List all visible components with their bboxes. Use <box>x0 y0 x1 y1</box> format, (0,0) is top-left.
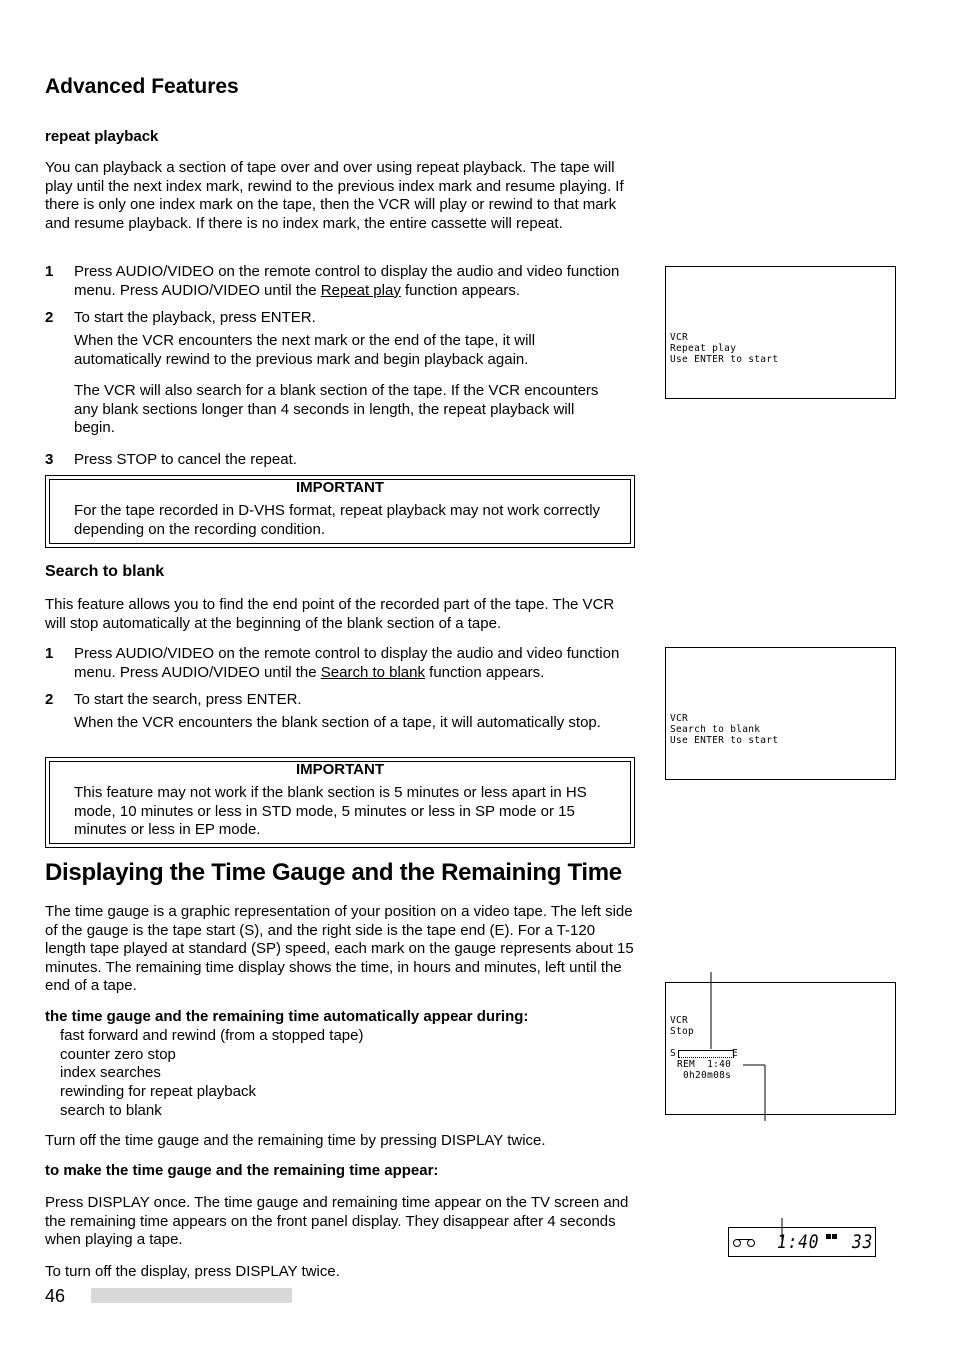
gauge-turn-off: Turn off the time gauge and the remaining time by pressing DISPLAY twice. <box>45 1132 546 1149</box>
search-blank-screen <box>665 647 896 780</box>
blank-screen-line1: VCR <box>670 713 689 724</box>
panel-callout-line <box>775 1218 789 1240</box>
auto-list-item: rewinding for repeat playback <box>60 1083 256 1100</box>
auto-list-item: search to blank <box>60 1102 162 1119</box>
front-panel-display <box>728 1227 876 1257</box>
repeat-step1-text-b: function appears. <box>400 281 521 299</box>
page-number: 46 <box>45 1286 66 1306</box>
gauge-turn-off-2: To turn off the display, press DISPLAY twice. <box>45 1263 340 1280</box>
panel-time: 1:40 <box>777 1231 820 1253</box>
gauge-screen-line1: VCR <box>670 1015 689 1026</box>
auto-list-item: counter zero stop <box>60 1045 176 1063</box>
blank-important-box <box>45 757 635 848</box>
repeat-important-text: For the tape recorded in D-VHS format, repeat playback may not work correctly depending on the recording condition. <box>74 502 601 538</box>
repeat-step2-para1: When the VCR encounters the next mark or the end of the tape, it will automatically rewind to the previous mark and begin playback again. <box>74 332 536 368</box>
footer-bar <box>91 1288 292 1303</box>
blank-heading: Search to blank <box>45 563 165 580</box>
panel-channel: 33 <box>852 1231 874 1253</box>
gauge-title: Displaying the Time Gauge and the Remaining Time <box>45 859 622 886</box>
panel-indicator-2 <box>832 1234 837 1239</box>
repeat-screen-line1: VCR <box>670 332 689 343</box>
panel-indicator-1 <box>826 1234 831 1239</box>
gauge-make-text: Press DISPLAY once. The time gauge and remaining time appear on the TV screen and the remaining time appears on the front panel display. They disappear after 4 seconds when playing a tape. <box>45 1194 629 1249</box>
repeat-important-box <box>45 475 635 548</box>
repeat-step1-number: 1 <box>45 263 54 280</box>
blank-step1 <box>74 645 634 682</box>
section-title: Advanced Features <box>45 75 239 98</box>
repeat-step1 <box>74 263 634 300</box>
repeat-step2: To start the playback, press ENTER. <box>74 309 316 326</box>
repeat-step1-text-a: Press AUDIO/VIDEO on the remote control to display the audio and video function menu. Press AUDIO/VIDEO until the <box>74 263 620 299</box>
blank-step1-number: 1 <box>45 645 54 662</box>
auto-list-item: index searches <box>60 1064 161 1081</box>
repeat-play-screen <box>665 266 896 399</box>
blank-screen-line3: Use ENTER to start <box>670 735 779 746</box>
repeat-screen-line3: Use ENTER to start <box>670 354 779 365</box>
blank-intro: This feature allows you to find the end point of the recorded part of the tape. The VCR will stop automatically at the beginning of the blank section of a tape. <box>45 596 615 632</box>
blank-step1-text-b: function appears. <box>425 663 545 681</box>
blank-screen-line2: Search to blank <box>670 724 761 735</box>
blank-important-text: This feature may not work if the blank section is 5 minutes or less apart in HS mode, 10 minutes or less in STD mode, 5 minutes or less in SP mode or 15 minutes or less in EP mode. <box>74 784 587 839</box>
repeat-play-link: Repeat play <box>320 281 401 299</box>
gauge-time-line: 0h20m08s <box>683 1070 732 1081</box>
gauge-intro: The time gauge is a graphic representation of your position on a video tape. The left side of the gauge is the tape start (S), and the right side is the tape end (E). For a T-120 length tape played at standard (SP) speed, each mark on the gauge represents about 15 minutes. The remaining time display shows the time, in hours and minutes, left until the end of a tape. <box>45 903 634 995</box>
gauge-rem-line: REM 1:40 <box>677 1059 732 1070</box>
repeat-screen-line2: Repeat play <box>670 343 737 354</box>
search-to-blank-link: Search to blank <box>320 663 425 681</box>
gauge-e-label: E <box>732 1048 739 1059</box>
blank-step2-para1: When the VCR encounters the blank section of a tape, it will automatically stop. <box>74 714 601 731</box>
repeat-heading: repeat playback <box>45 128 159 145</box>
repeat-step2-number: 2 <box>45 309 54 326</box>
auto-list-item: fast forward and rewind (from a stopped tape) <box>60 1027 364 1044</box>
repeat-step3: Press STOP to cancel the repeat. <box>74 451 297 468</box>
gauge-callout-lines <box>660 965 780 1125</box>
gauge-auto-heading: the time gauge and the remaining time automatically appear during: <box>45 1008 529 1025</box>
gauge-make-heading: to make the time gauge and the remaining time appear: <box>45 1162 439 1179</box>
gauge-screen-line2: Stop <box>670 1026 695 1037</box>
repeat-step2-para2: The VCR will also search for a blank section of the tape. If the VCR encounters any blank sections longer than 4 seconds in length, the repeat playback will begin. <box>74 382 599 437</box>
blank-important-title: IMPORTANT <box>295 761 385 778</box>
repeat-step3-number: 3 <box>45 451 54 468</box>
cassette-icon <box>732 1238 756 1248</box>
blank-step1-text-a: Press AUDIO/VIDEO on the remote control to display the audio and video function menu. Press AUDIO/VIDEO until the <box>74 645 620 681</box>
gauge-s-label: S <box>670 1048 677 1059</box>
repeat-intro: You can playback a section of tape over and over using repeat playback. The tape will play until the next index mark, rewind to the previous index mark and resume playing. If there is only one index mark on the tape, then the VCR will play or rewind to that mark and resume playback. If there is no index mark, the entire cassette will repeat. <box>45 159 624 232</box>
blank-step2-number: 2 <box>45 691 54 708</box>
blank-step2: To start the search, press ENTER. <box>74 691 302 708</box>
repeat-important-title: IMPORTANT <box>295 479 385 496</box>
